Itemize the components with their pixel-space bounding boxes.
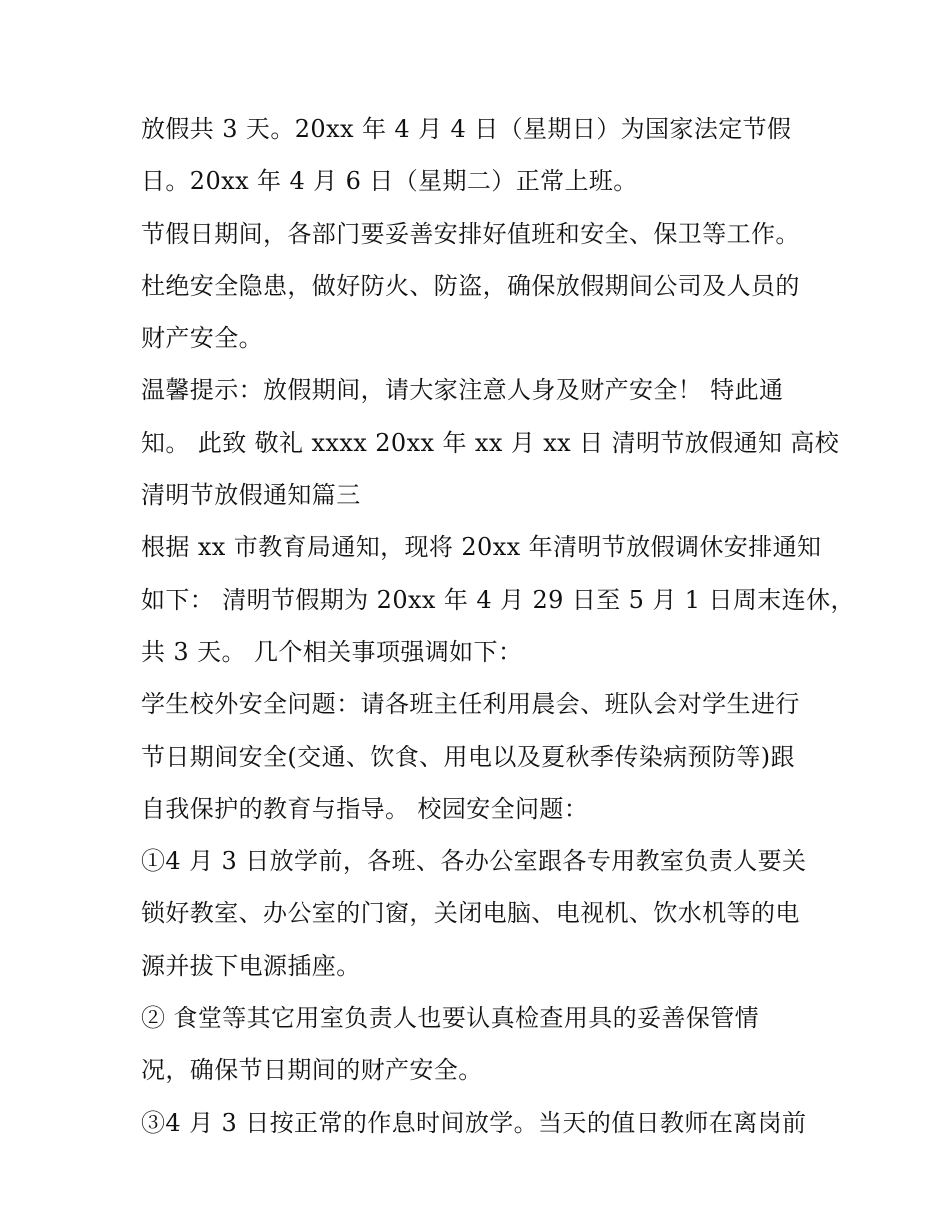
text-line: 共 3 天。 几个相关事项强调如下：: [141, 637, 523, 666]
text-line: 清明节放假通知篇三: [141, 481, 361, 510]
document-body: [141, 106, 855, 1152]
text-line: ①4 月 3 日放学前，各班、各办公室跟各专用教室负责人要关: [141, 847, 807, 876]
text-line: 节假日期间，各部门要妥善安排好值班和安全、保卫等工作。: [141, 219, 800, 248]
text-line: 杜绝安全隐患，做好防火、防盗，确保放假期间公司及人员的: [141, 271, 800, 300]
text-line: 况，确保节日期间的财产安全。: [141, 1056, 483, 1085]
text-line: 知。 此致 敬礼 xxxx 20xx 年 xx 月 xx 日 清明节放假通知 高校: [141, 428, 840, 457]
text-line: 源并拔下电源插座。: [141, 951, 361, 980]
text-line: 温馨提示：放假期间，请大家注意人身及财产安全！ 特此通: [141, 376, 784, 405]
text-line: 财产安全。: [141, 324, 263, 353]
text-line: 如下： 清明节假期为 20xx 年 4 月 29 日至 5 月 1 日周末连休，: [141, 585, 855, 614]
text-line: 锁好教室、办公室的门窗，关闭电脑、电视机、饮水机等的电: [141, 899, 800, 928]
text-line: 节日期间安全(交通、饮食、用电以及夏秋季传染病预防等)跟: [141, 742, 795, 771]
text-line: ③4 月 3 日按正常的作息时间放学。当天的值日教师在离岗前: [141, 1108, 807, 1137]
text-line: 放假共 3 天。20xx 年 4 月 4 日（星期日）为国家法定节假: [141, 115, 792, 143]
text-line: 学生校外安全问题：请各班主任利用晨会、班队会对学生进行: [141, 690, 800, 719]
text-line: 根据 xx 市教育局通知，现将 20xx 年清明节放假调休安排通知: [141, 533, 822, 562]
text-line: 日。20xx 年 4 月 6 日（星期二）正常上班。: [141, 167, 638, 196]
text-line: 自我保护的教育与指导。 校园安全问题：: [141, 794, 589, 823]
text-line: ② 食堂等其它用室负责人也要认真检查用具的妥善保管情: [141, 1004, 760, 1033]
